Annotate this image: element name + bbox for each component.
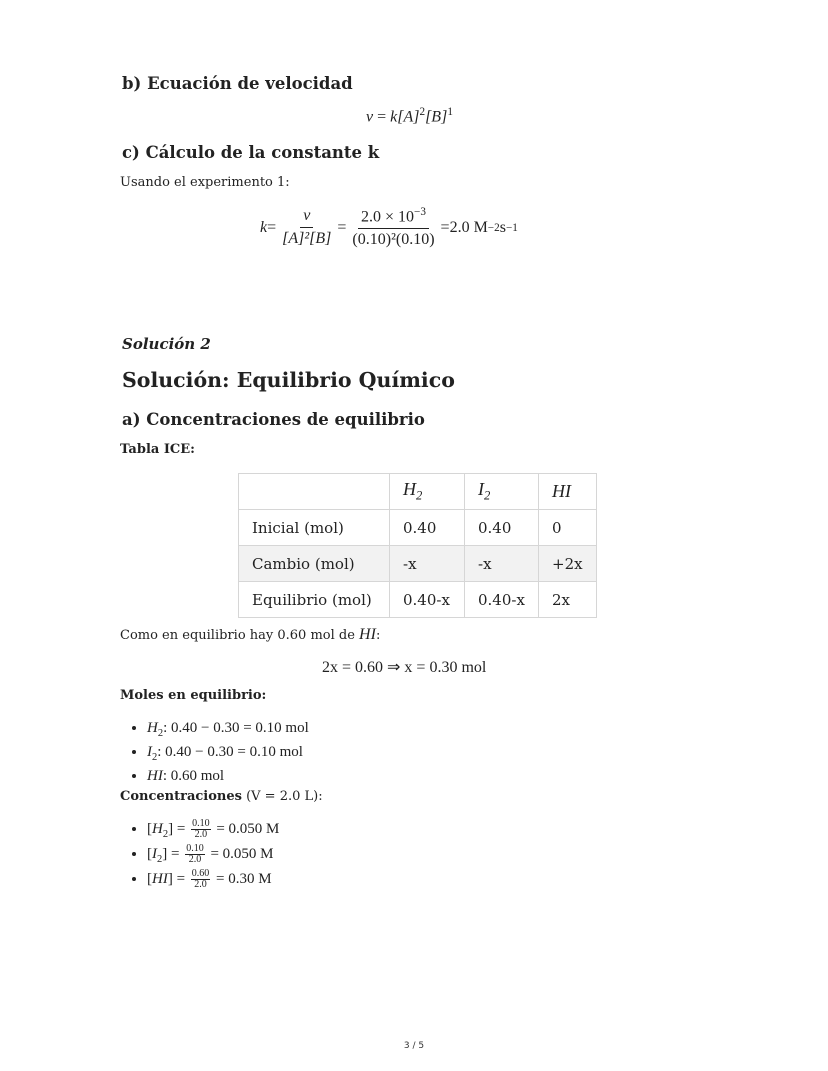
cell: 0.40-x <box>390 582 465 618</box>
header-hi: HI <box>539 474 597 510</box>
heading-constant-k: c) Cálculo de la constante k <box>122 143 380 162</box>
eq-b-exp: 1 <box>447 106 453 118</box>
eq-sign: = <box>337 218 347 236</box>
row-label: Inicial (mol) <box>239 510 390 546</box>
eq-b: [B] <box>425 108 448 126</box>
cell: 0.40-x <box>465 582 539 618</box>
cell: -x <box>465 546 539 582</box>
solution-label: Solución 2 <box>122 335 211 353</box>
cell: -x <box>390 546 465 582</box>
hi-text <box>120 626 380 644</box>
eq-v: v <box>366 108 374 126</box>
experiment-text: Usando el experimento 1: <box>120 175 290 190</box>
species: HI <box>359 626 376 643</box>
numerator <box>358 206 429 229</box>
table-row <box>239 546 597 582</box>
rate-equation <box>366 106 453 126</box>
eq-sign: = <box>267 218 277 236</box>
numerator: v <box>300 207 313 228</box>
fraction-2 <box>349 206 437 249</box>
row-label: Equilibrio (mol) <box>239 582 390 618</box>
result-s: s <box>499 218 506 236</box>
k-equation <box>260 206 518 249</box>
x-equation: 2x = 0.60 ⇒ x = 0.30 mol <box>322 659 487 676</box>
list-item: • $[H_2]$ = $\frac{0.10}{2.0}$ = 0.050 M <box>147 819 279 844</box>
heading-equilibrium-concentrations: a) Concentraciones de equilibrio <box>122 410 425 429</box>
header-i2: $I_2$ <box>465 474 539 510</box>
cell: 0.40 <box>390 510 465 546</box>
eq-k: k <box>260 218 268 236</box>
table-row <box>239 510 597 546</box>
moles-list <box>122 719 309 786</box>
denominator: [A]²[B] <box>282 230 332 248</box>
eq-sign: = <box>440 218 450 236</box>
cell: +2x <box>539 546 597 582</box>
cell: 2x <box>539 582 597 618</box>
concentrations-heading <box>120 789 323 804</box>
row-label: Cambio (mol) <box>239 546 390 582</box>
concentrations-list <box>122 819 279 890</box>
list-item: • [HI] = $\frac{0.60}{2.0}$ = 0.30 M <box>147 869 279 890</box>
page-number: 3 / 5 <box>403 1041 425 1051</box>
header-empty <box>239 474 390 510</box>
table-row <box>239 582 597 618</box>
eq-k: k <box>390 108 398 126</box>
ice-table-label: Tabla ICE: <box>120 442 195 457</box>
list-item: • $I_2$: 0.40 − 0.30 = 0.10 mol <box>147 743 309 767</box>
result-exp-1: −2 <box>487 221 500 234</box>
text: : <box>375 628 381 643</box>
eq-a-exp: 2 <box>419 106 426 118</box>
eq-a: [A] <box>397 108 420 126</box>
text: Como en equilibrio hay 0.60 mol de <box>120 628 360 643</box>
eq-sign: = <box>373 108 391 126</box>
list-item: • $H_2$: 0.40 − 0.30 = 0.10 mol <box>147 719 309 743</box>
moles-heading: Moles en equilibrio: <box>120 688 267 703</box>
result: 2.0 M <box>449 218 488 236</box>
fraction-1 <box>279 207 334 248</box>
note: (V = 2.0 L): <box>241 789 323 804</box>
num-exp: −3 <box>414 206 426 218</box>
num-base: 2.0 × 10 <box>361 208 415 226</box>
heading-rate-equation: b) Ecuación de velocidad <box>122 74 353 93</box>
list-item: • HI: 0.60 mol <box>147 767 309 786</box>
table-header-row <box>239 474 597 510</box>
list-item: • $[I_2]$ = $\frac{0.10}{2.0}$ = 0.050 M <box>147 844 279 869</box>
cell: 0 <box>539 510 597 546</box>
ice-table <box>238 473 597 618</box>
denominator: (0.10)²(0.10) <box>352 231 435 249</box>
heading: Concentraciones <box>120 789 242 804</box>
solution-title: Solución: Equilibrio Químico <box>122 368 455 392</box>
cell: 0.40 <box>465 510 539 546</box>
result-exp-2: −1 <box>505 221 518 234</box>
header-h2: $H_2$ <box>390 474 465 510</box>
